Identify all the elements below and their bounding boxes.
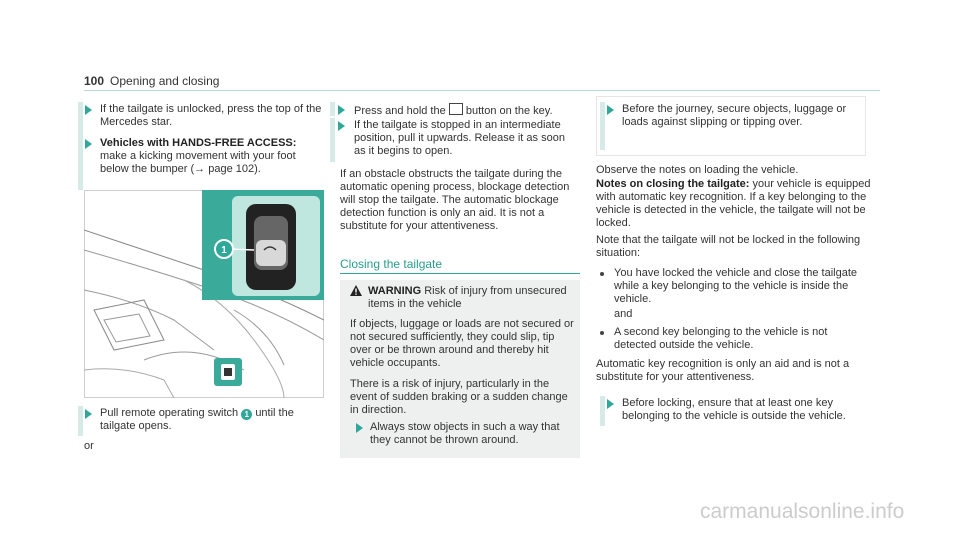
key-recognition-note: Automatic key recognition is only an aid and is not a substitute for your attentiveness. [596,358,850,383]
callout-1-badge: 1 [241,409,252,420]
warning-paragraph-2: There is a risk of injury, particularly in the event of sudden braking or a sudden change in direction. [350,378,568,416]
page-number: 100 [84,74,105,88]
section-underline [340,273,580,274]
step-pull-upwards: If the tailgate is stopped in an intermediate position, pull it upwards. Release it as soon as it begins to open. [354,119,565,157]
step-bar [78,406,83,436]
or-label: or [84,440,94,452]
step-arrow-icon [85,139,92,149]
remote-switch-illustration [84,190,324,398]
bullet-second-key: A second key belonging to the vehicle is not detected outside the vehicle. [614,326,828,351]
warning-step-stow: Always stow objects in such a way that they cannot be thrown around. [370,421,560,446]
press-key-text: Press and hold the [354,105,446,117]
step-arrow-icon [356,423,363,433]
warning-header [368,285,573,311]
tailgate-key-button-icon [449,103,463,115]
warning-triangle-icon [350,285,362,296]
notes-closing-paragraph [596,178,876,230]
hands-free-title: Vehicles with HANDS-FREE ACCESS: [100,137,297,149]
pull-switch-text-end: until the tailgate opens. [100,407,294,432]
step-arrow-icon [338,121,345,131]
header-rule [84,90,880,91]
bullet-locked-vehicle: You have locked the vehicle and close the tailgate while a key belonging to the vehicle is inside the vehicle. [614,267,857,305]
section-title: Opening and closing [110,74,220,88]
step-press-key [354,103,579,118]
step-press-star: If the tailgate is unlocked, press the top of the Mercedes star. [100,103,322,128]
step-arrow-icon [85,409,92,419]
pull-switch-text: Pull remote operating switch [100,407,239,419]
hands-free-text: make a kicking movement with your foot below the bumper (→ page 102). [100,150,296,175]
step-secure-objects: Before the journey, secure objects, luggage or loads against slipping or tipping over. [622,103,847,128]
warning-paragraph-1: If objects, luggage or loads are not secured or not secured sufficiently, they could slip, tip over or be thrown around and thereby hit vehicle occupants. [350,318,574,369]
and-label: and [614,308,633,320]
step-arrow-icon [607,105,614,115]
warning-title: WARNING [368,285,422,297]
observe-notes: Observe the notes on loading the vehicle. [596,164,799,176]
step-arrow-icon [607,399,614,409]
blockage-paragraph: If an obstacle obstructs the tailgate during the automatic opening process, blockage detection will stop the tailgate. The automatic blockage detection function is only an aid. It is not a substitute for your attentiveness. [340,168,570,232]
bullet-dot [600,272,604,276]
watermark: carmanualsonline.info [700,500,905,523]
following-situation-paragraph: Note that the tailgate will not be locked in the following situation: [596,234,861,259]
press-key-text-end: button on the key. [465,105,553,117]
step-bar [600,396,605,426]
step-bar [330,102,335,116]
warning-subtitle: Risk of injury from unsecured items in the vehicle [368,285,567,310]
step-before-locking: Before locking, ensure that at least one key belonging to the vehicle is outside the vehicle. [622,397,846,422]
step-pull-switch [100,407,325,433]
step-arrow-icon [85,105,92,115]
closing-section-title: Closing the tailgate [340,257,443,271]
notes-closing-text: your vehicle is equipped with automatic key recognition. If a key belonging to the vehicle is detected in the vehicle, the tailgate will not be locked. [596,178,871,229]
step-arrow-icon [338,105,345,115]
illustration-callout-1: 1 [221,245,227,256]
notes-closing-title: Notes on closing the tailgate: [596,178,750,190]
page-header [84,74,219,88]
step-bar [78,136,83,190]
step-bar [330,118,335,162]
step-hands-free [100,137,325,176]
step-bar [600,102,605,150]
bullet-dot [600,331,604,335]
